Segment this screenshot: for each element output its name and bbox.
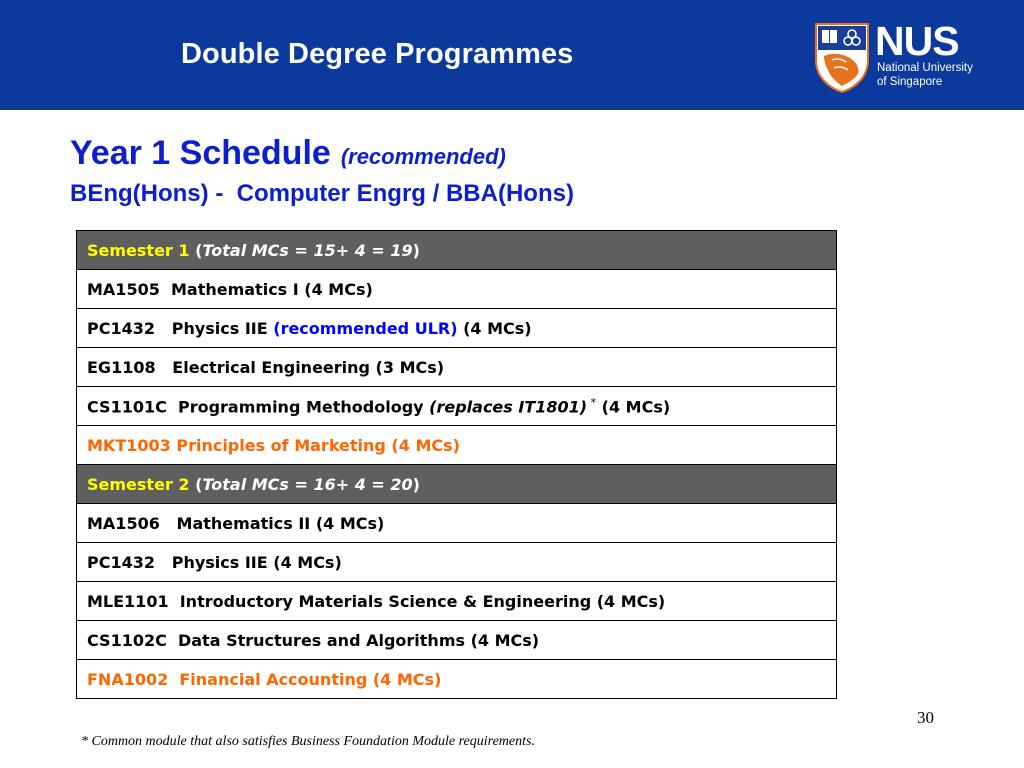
table-row (77, 621, 837, 660)
table-row (77, 426, 837, 465)
table-row (77, 270, 837, 309)
semester-1-header-row (77, 231, 837, 270)
module-cell: FNA1002 Financial Accounting (4 MCs) (77, 660, 837, 699)
slide-title: Double Degree Programmes (181, 38, 574, 70)
module-text: PC1432 Physics IIE (87, 318, 274, 338)
semester-1-label: Semester 1 (87, 240, 190, 260)
module-credits: (4 MCs) (457, 318, 532, 338)
page-number: 30 (917, 708, 934, 727)
table-row (77, 582, 837, 621)
header-bar (0, 0, 1024, 110)
semester-1-open-paren: ( (189, 240, 203, 260)
module-cell (77, 309, 837, 348)
table-row (77, 504, 837, 543)
footnote-marker: * (587, 395, 597, 409)
degree-subheading: BEng(Hons) - Computer Engrg / BBA(Hons) (70, 180, 574, 207)
semester-2-open-paren: ( (189, 474, 203, 494)
nus-crest-icon (814, 22, 870, 94)
module-cell: MA1505 Mathematics I (4 MCs) (77, 270, 837, 309)
module-text: CS1101C Programming Methodology (87, 397, 430, 417)
module-cell: EG1108 Electrical Engineering (3 MCs) (77, 348, 837, 387)
module-cell: PC1432 Physics IIE (4 MCs) (77, 543, 837, 582)
semester-1-header-cell (77, 231, 837, 270)
table-row (77, 543, 837, 582)
module-credits: (4 MCs) (596, 397, 671, 417)
semester-2-header-cell (77, 465, 837, 504)
semester-2-header-row (77, 465, 837, 504)
module-cell: MKT1003 Principles of Marketing (4 MCs) (77, 426, 837, 465)
replaces-note: (replaces IT1801) (429, 397, 588, 417)
logo-line-2: of Singapore (877, 76, 943, 88)
table-row (77, 387, 837, 426)
footnote: * Common module that also satisfies Business Foundation Module requirements. (81, 734, 535, 749)
module-cell: MA1506 Mathematics II (4 MCs) (77, 504, 837, 543)
semester-1-close-paren: ) (412, 240, 420, 260)
semester-2-label: Semester 2 (87, 474, 190, 494)
semester-1-total: Total MCs = 15+ 4 = 19 (202, 240, 413, 260)
table-row (77, 348, 837, 387)
schedule-heading-text: Year 1 Schedule (70, 134, 331, 172)
semester-2-close-paren: ) (412, 474, 420, 494)
logo-wordmark: NUS (875, 18, 959, 64)
logo-line-1: National University (877, 62, 973, 74)
schedule-heading (70, 134, 506, 173)
semester-2-total: Total MCs = 16+ 4 = 20 (202, 474, 413, 494)
table-row (77, 660, 837, 699)
module-cell: CS1102C Data Structures and Algorithms (4 MCs) (77, 621, 837, 660)
recommended-ulr-note: (recommended ULR) (273, 318, 458, 338)
module-cell: MLE1101 Introductory Materials Science & Engineering (4 MCs) (77, 582, 837, 621)
table-row (77, 309, 837, 348)
schedule-table (76, 230, 837, 699)
module-cell (77, 387, 837, 426)
recommended-label: (recommended) (340, 144, 506, 169)
